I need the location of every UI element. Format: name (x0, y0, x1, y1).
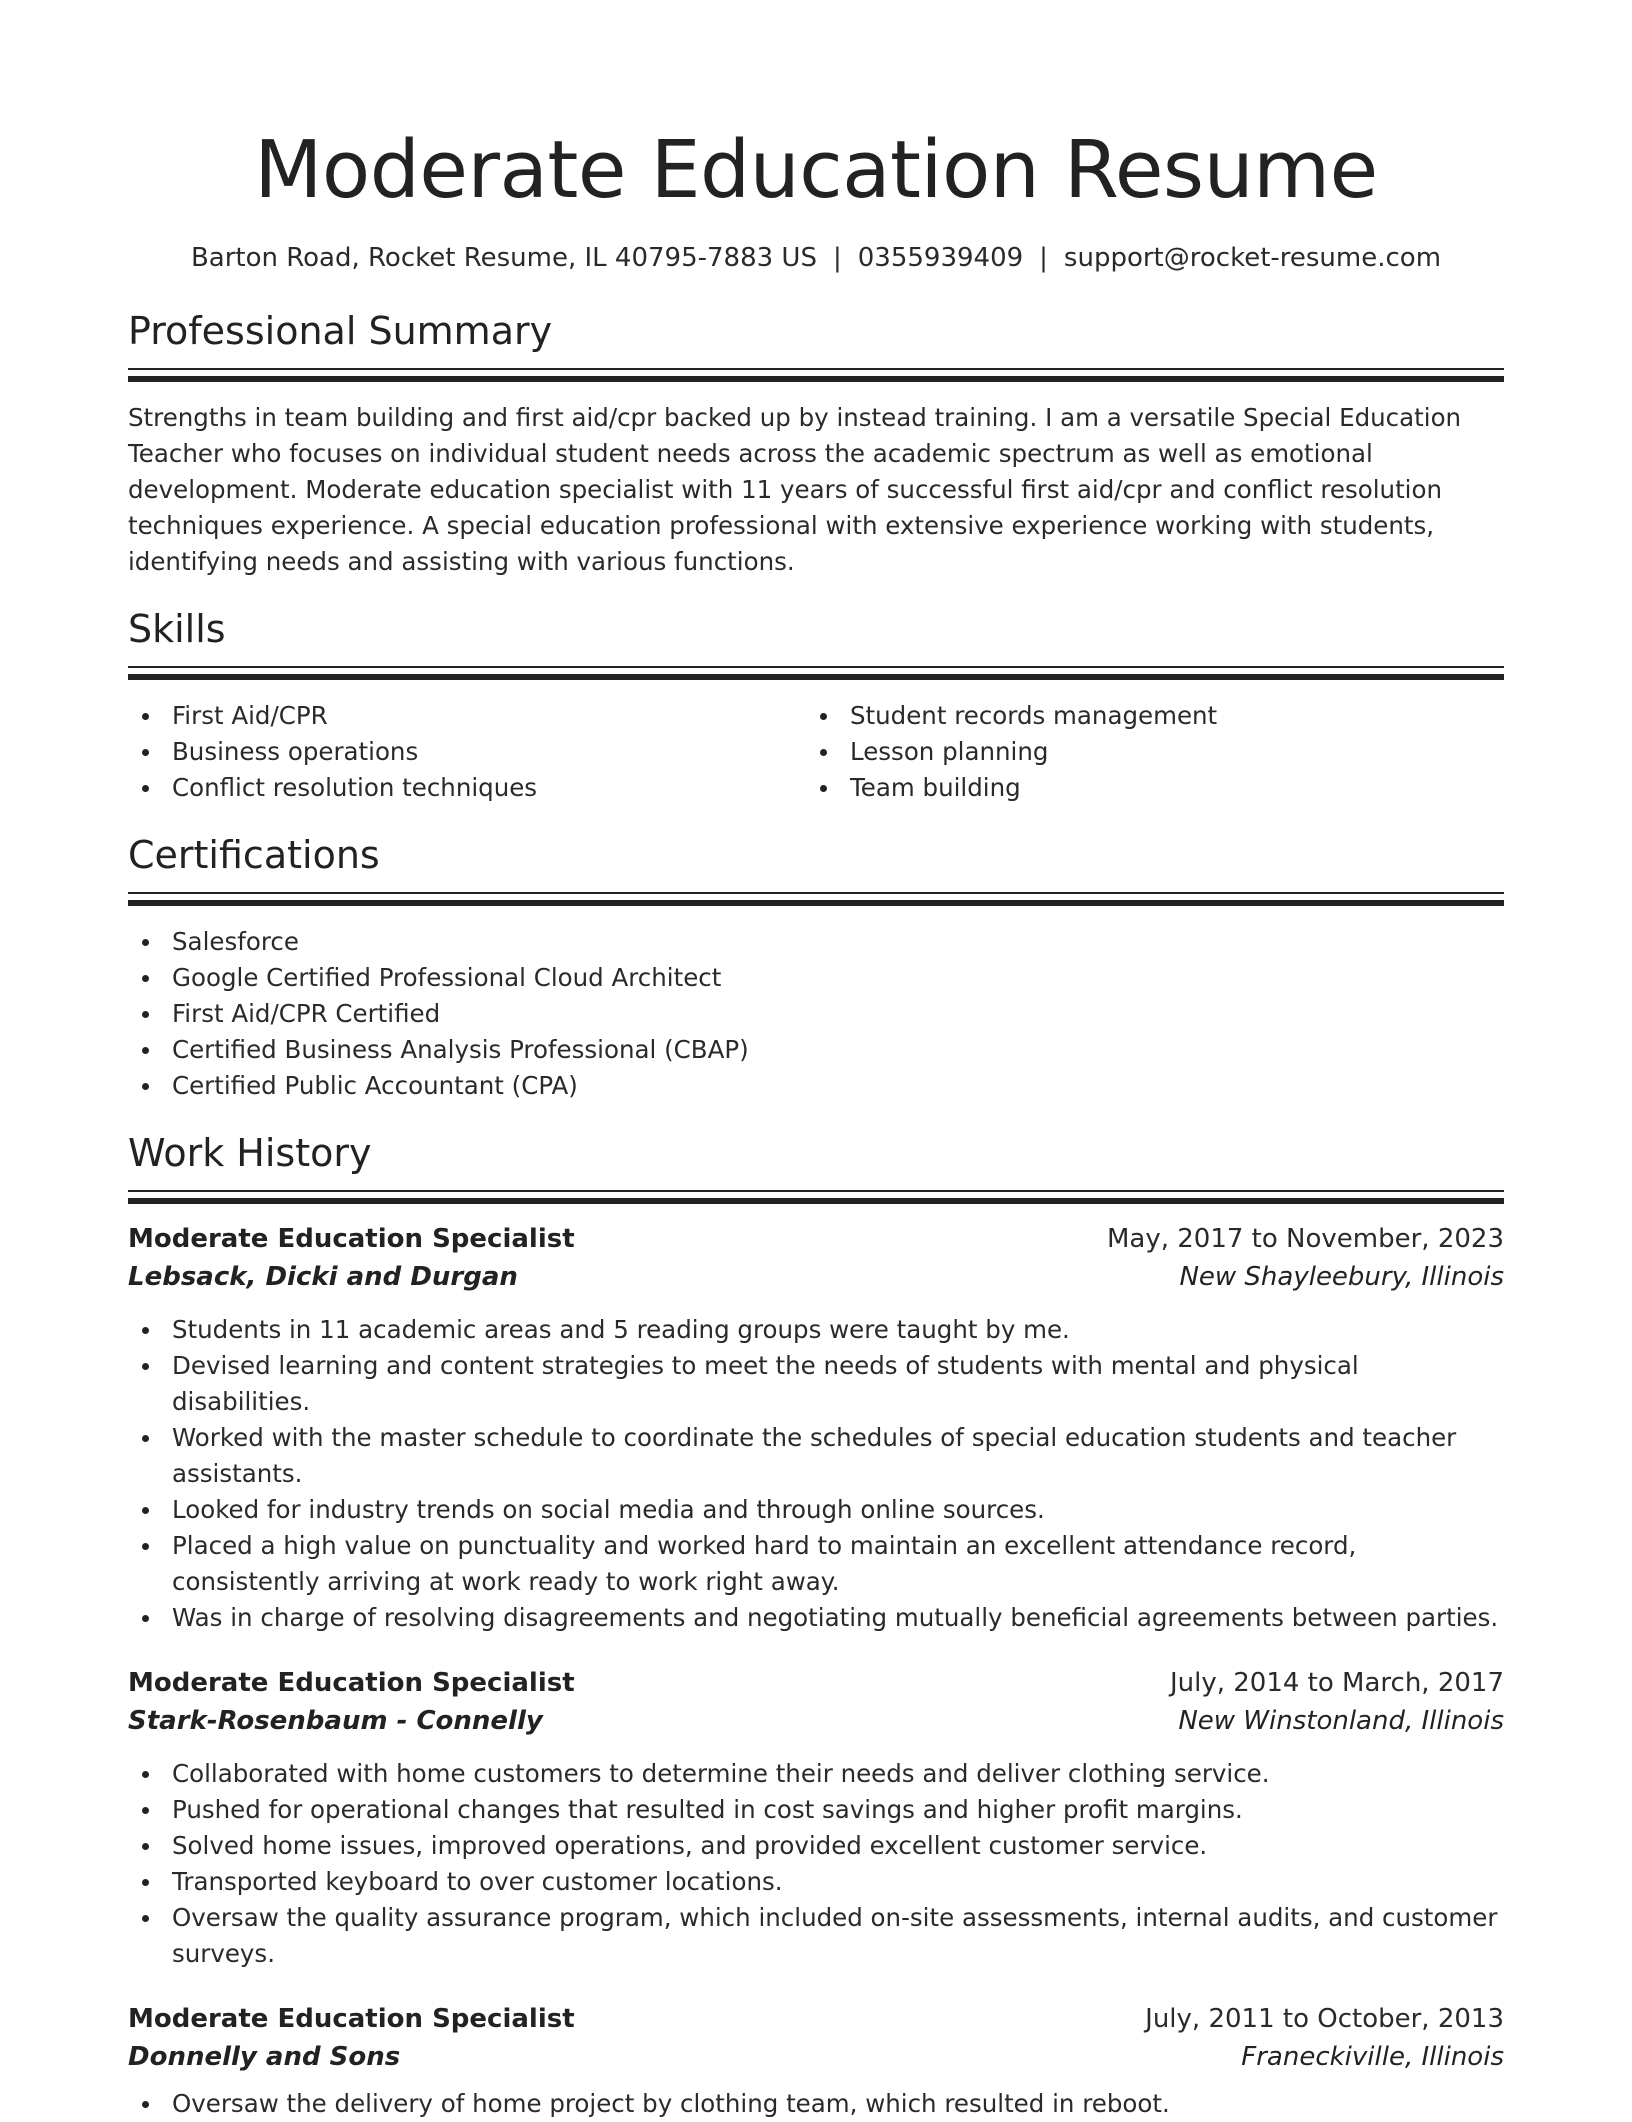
skill-item: Team building (806, 770, 1484, 806)
skills-heading: Skills (128, 607, 226, 651)
job-duty: Oversaw the quality assurance program, which included on-site assessments, internal audits, and customer surveys. (128, 1900, 1504, 1972)
skill-item: First Aid/CPR (128, 698, 806, 734)
section-rule (128, 1190, 1504, 1204)
summary-section (128, 308, 1504, 580)
job-duty: Worked with the master schedule to coordinate the schedules of special education students and teacher assistants. (128, 1420, 1504, 1492)
contact-phone: 0355939409 (857, 243, 1024, 273)
job-entry (128, 2000, 1504, 2122)
job-duty: Collaborated with home customers to determine their needs and deliver clothing service. (128, 1756, 1504, 1792)
certification-item: First Aid/CPR Certified (128, 996, 1504, 1032)
resume-name: Moderate Education Resume (254, 124, 1378, 216)
job-duty: Pushed for operational changes that resulted in cost savings and higher profit margins. (128, 1792, 1504, 1828)
summary-heading: Professional Summary (128, 309, 553, 353)
job-duty: Solved home issues, improved operations, and provided excellent customer service. (128, 1828, 1504, 1864)
section-rule (128, 892, 1504, 906)
job-title: Moderate Education Specialist (128, 2004, 575, 2034)
skills-list-left (128, 698, 806, 806)
section-rule (128, 368, 1504, 382)
job-company: Lebsack, Dicki and Durgan (128, 1262, 518, 1292)
job-title: Moderate Education Specialist (128, 1668, 575, 1698)
contact-line (128, 242, 1504, 274)
job-duty: Looked for industry trends on social media and through online sources. (128, 1492, 1504, 1528)
job-duty: Oversaw the delivery of home project by clothing team, which resulted in reboot. (128, 2086, 1504, 2122)
contact-email: support@rocket-resume.com (1063, 243, 1442, 273)
resume-page (128, 0, 1504, 2122)
job-subheader (128, 1702, 1504, 1740)
certifications-heading: Certifications (128, 833, 380, 877)
job-dates: July, 2011 to October, 2013 (1145, 2004, 1504, 2034)
job-location: New Winstonland, Illinois (1178, 1706, 1504, 1736)
work-history-heading: Work History (128, 1131, 372, 1175)
job-duty: Transported keyboard to over customer locations. (128, 1864, 1504, 1900)
job-duties-list (128, 1312, 1504, 1636)
section-rule (128, 666, 1504, 680)
certifications-section (128, 832, 1504, 1104)
skill-item: Student records management (806, 698, 1484, 734)
job-duties-list (128, 1756, 1504, 1972)
job-title: Moderate Education Specialist (128, 1224, 575, 1254)
skill-item: Business operations (128, 734, 806, 770)
summary-text: Strengths in team building and first aid/cpr backed up by instead training. I am a versatile Special Education Teacher who focuses on individual student needs across the academic spectrum as well as emotional development. Moderate education specialist with 11 years of successful first aid/cpr and conflict resolution techniques experience. A special education professional with extensive experience working with students, identifying needs and assisting with various functions. (128, 403, 1462, 576)
job-duties-list (128, 2086, 1504, 2122)
job-header (128, 2000, 1504, 2038)
job-duty: Placed a high value on punctuality and worked hard to maintain an excellent attendance record, consistently arriving at work ready to work right away. (128, 1528, 1504, 1600)
certification-item: Google Certified Professional Cloud Architect (128, 960, 1504, 996)
certification-item: Salesforce (128, 924, 1504, 960)
job-location: New Shayleebury, Illinois (1179, 1262, 1504, 1292)
skills-grid (128, 698, 1504, 806)
job-header (128, 1220, 1504, 1258)
contact-address: Barton Road, Rocket Resume, IL 40795-7883 US (190, 243, 817, 273)
certifications-list (128, 924, 1504, 1104)
skills-section (128, 606, 1504, 806)
job-dates: May, 2017 to November, 2023 (1106, 1224, 1504, 1254)
work-history-section (128, 1130, 1504, 2122)
certification-item: Certified Public Accountant (CPA) (128, 1068, 1504, 1104)
job-duty: Students in 11 academic areas and 5 reading groups were taught by me. (128, 1312, 1504, 1348)
certification-item: Certified Business Analysis Professional (CBAP) (128, 1032, 1504, 1068)
job-dates: July, 2014 to March, 2017 (1169, 1668, 1504, 1698)
job-location: Franeckiville, Illinois (1241, 2042, 1504, 2072)
contact-separator: | (1039, 243, 1048, 273)
job-header (128, 1664, 1504, 1702)
job-entry (128, 1664, 1504, 1972)
job-entry (128, 1220, 1504, 1636)
job-company: Stark-Rosenbaum - Connelly (128, 1706, 543, 1736)
contact-separator: | (832, 243, 842, 273)
job-subheader (128, 2038, 1504, 2076)
job-duty: Was in charge of resolving disagreements and negotiating mutually beneficial agreements between parties. (128, 1600, 1504, 1636)
job-duty: Devised learning and content strategies to meet the needs of students with mental and physical disabilities. (128, 1348, 1504, 1420)
job-subheader (128, 1258, 1504, 1296)
skill-item: Conflict resolution techniques (128, 770, 806, 806)
skill-item: Lesson planning (806, 734, 1484, 770)
skills-list-right (806, 698, 1484, 806)
job-company: Donnelly and Sons (128, 2042, 401, 2072)
